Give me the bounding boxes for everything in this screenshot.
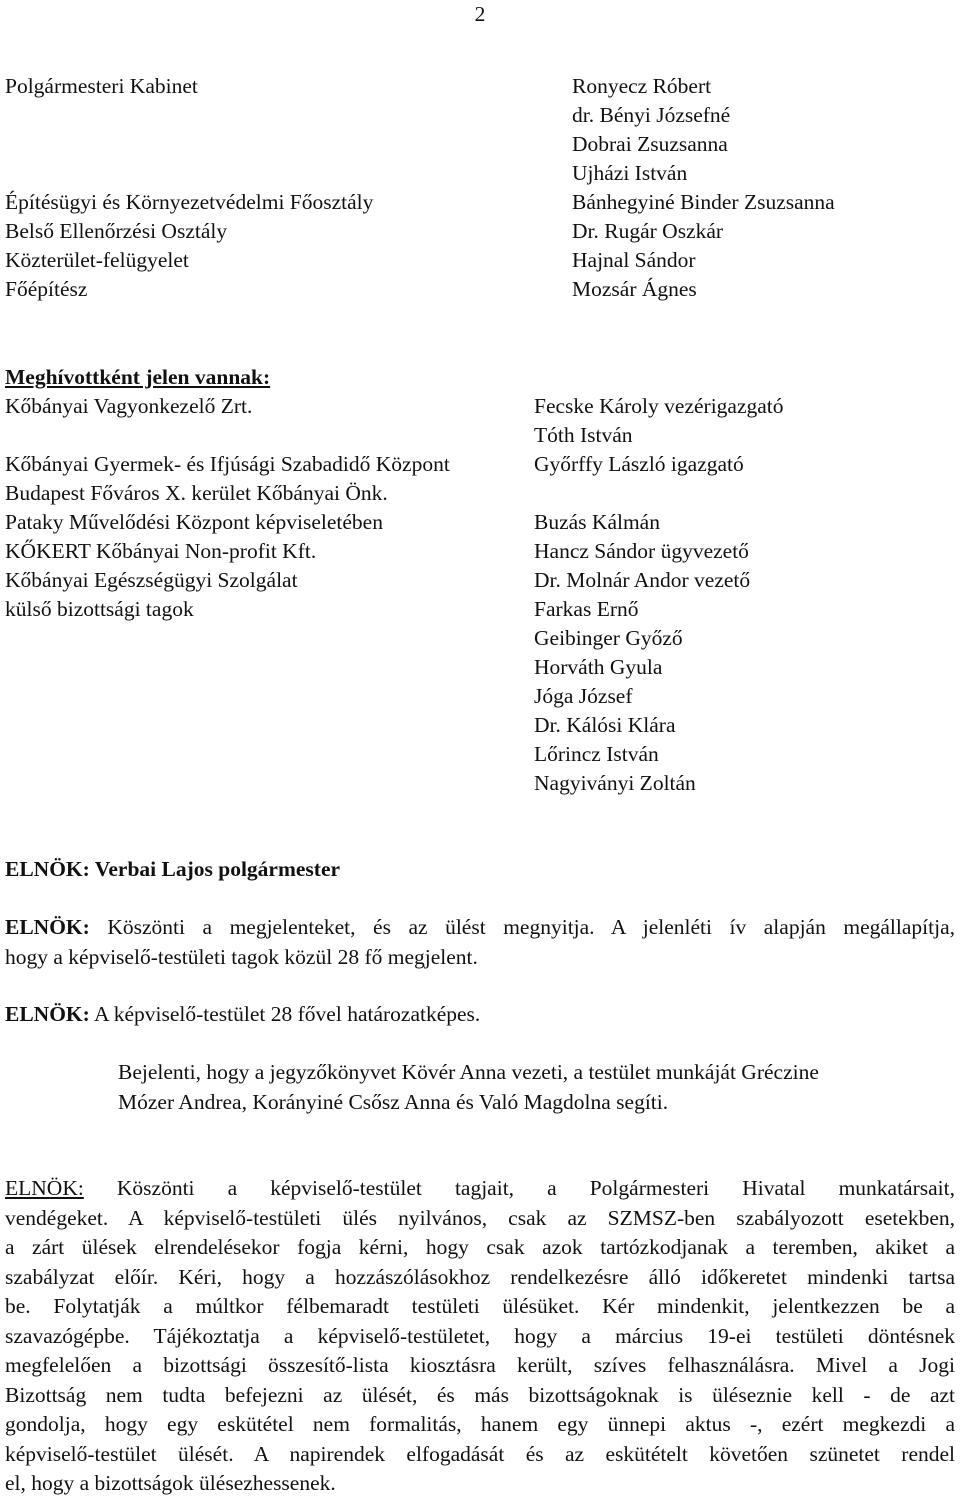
organization-label xyxy=(5,421,450,450)
organization-label: KŐKERT Kőbányai Non-profit Kft. xyxy=(5,539,317,563)
paragraph-line: hogy a képviselő-testületi tagok közül 28 fő megjelent. xyxy=(5,944,478,969)
speaker-label: ELNÖK: xyxy=(5,1002,90,1026)
paragraph-line: vendégeket. A képviselő-testületi ülés nyilvános, csak az SZMSZ-ben szabályozott esetekben, xyxy=(5,1205,955,1230)
staff-name: Bánhegyiné Binder Zsuzsanna xyxy=(572,190,835,214)
organization-label: Budapest Főváros X. kerület Kőbányai Önk. xyxy=(5,481,388,505)
invited-name: Buzás Kálmán xyxy=(534,510,660,534)
department-label: Polgármesteri Kabinet xyxy=(5,74,198,98)
paragraph-line: szabályzat előír. Kéri, hogy a hozzászólásokhoz rendelkezésre álló időkeretet mindenki tartsa xyxy=(5,1264,955,1289)
invited-name: Jóga József xyxy=(534,684,633,708)
paragraph-line: Bejelenti, hogy a jegyzőkönyvet Kövér Anna vezeti, a testület munkáját Gréczine xyxy=(118,1060,819,1084)
invited-name: Tóth István xyxy=(534,423,633,447)
invited-name: Győrffy László igazgató xyxy=(534,452,744,476)
organization-label: Pataky Művelődési Központ képviseletében xyxy=(5,510,383,534)
invited-name: Dr. Kálósi Klára xyxy=(534,713,676,737)
paragraph-line: gondolja, hogy egy eskütétel nem formalitás, hanem egy ünnepi aktus -, ezért megkezdi a xyxy=(5,1412,955,1436)
paragraph-line: a zárt ülések elrendelésekor fogja kérni, hogy csak azok tartózkodjanak a teremben, akiket a xyxy=(5,1235,955,1259)
invited-name: Lőrincz István xyxy=(534,742,659,766)
invited-name: Nagyiványi Zoltán xyxy=(534,771,696,795)
paragraph-line: szavazógépbe. Tájékoztatja a képviselő-testületet, hogy a március 19-ei testületi döntésnek xyxy=(5,1323,955,1348)
invited-name xyxy=(534,479,784,508)
organization-label: Kőbányai Egészségügyi Szolgálat xyxy=(5,568,298,592)
organization-label: Kőbányai Vagyonkezelő Zrt. xyxy=(5,394,253,418)
paragraph-line: ELNÖK: A képviselő-testület 28 fővel határozatképes. xyxy=(5,1002,481,1026)
department-label xyxy=(5,159,373,188)
page-number: 2 xyxy=(474,2,486,26)
quorum-paragraph xyxy=(5,1000,955,1030)
department-label: Belső Ellenőrzési Osztály xyxy=(5,219,228,243)
welcome-paragraph xyxy=(5,1174,955,1499)
staff-name: Ujházi István xyxy=(572,161,688,185)
invited-name: Fecske Károly vezérigazgató xyxy=(534,394,784,418)
opening-paragraph xyxy=(5,913,955,972)
staff-name: Ronyecz Róbert xyxy=(572,74,712,98)
invited-name: Farkas Ernő xyxy=(534,597,639,621)
invited-name: Hancz Sándor ügyvezető xyxy=(534,539,749,563)
staff-name: Mozsár Ágnes xyxy=(572,277,697,301)
department-label: Építésügyi és Környezetvédelmi Főosztály xyxy=(5,190,374,214)
invited-names xyxy=(534,392,784,798)
department-label: Főépítész xyxy=(5,277,88,301)
department-label xyxy=(5,101,373,130)
paragraph-line: be. Folytatják a múltkor félbemaradt testületi ülésüket. Kér mindenkit, jelentkezzen be a xyxy=(5,1294,955,1318)
minutes-paragraph xyxy=(118,1058,956,1117)
staff-departments xyxy=(5,72,373,304)
chair-line: ELNÖK: Verbai Lajos polgármester xyxy=(5,857,341,881)
invited-name: Geibinger Győző xyxy=(534,626,683,650)
paragraph-line: megfelelően a bizottsági összesítő-lista kiosztásra került, szíves felhasználásra. Mivel a Jogi xyxy=(5,1353,955,1377)
organization-label: Kőbányai Gyermek- és Ifjúsági Szabadidő Központ xyxy=(5,452,450,476)
paragraph-line: el, hogy a bizottságok ülésezhessenek. xyxy=(5,1471,336,1495)
staff-name: Dr. Rugár Oszkár xyxy=(572,219,724,243)
paragraph-line: ELNÖK: Köszönti a megjelenteket, és az ülést megnyitja. A jelenléti ív alapján megállapítja, xyxy=(5,915,955,939)
staff-name: Hajnal Sándor xyxy=(572,248,696,272)
organization-label: külső bizottsági tagok xyxy=(5,597,194,621)
staff-name: dr. Bényi Józsefné xyxy=(572,103,731,127)
speaker-label: ELNÖK: xyxy=(5,915,90,939)
invited-organizations xyxy=(5,392,450,624)
staff-names xyxy=(572,72,835,304)
department-label xyxy=(5,130,373,159)
paragraph-line: Bizottság nem tudta befejezni az ülését, és más bizottságoknak is ülésezniе kell - de azt xyxy=(5,1382,955,1407)
invited-heading: Meghívottként jelen vannak: xyxy=(5,365,271,389)
paragraph-line: Mózer Andrea, Korányiné Csősz Anna és Való Magdolna segíti. xyxy=(118,1089,669,1114)
paragraph-line: ELNÖK: Köszönti a képviselő-testület tagjait, a Polgármesteri Hivatal munkatársait, xyxy=(5,1176,955,1200)
speaker-label: ELNÖK: xyxy=(5,1176,84,1200)
invited-name: Horváth Gyula xyxy=(534,655,663,679)
staff-name: Dobrai Zsuzsanna xyxy=(572,132,728,156)
department-label: Közterület-felügyelet xyxy=(5,248,189,272)
paragraph-line: képviselő-testület ülését. A napirendek elfogadását és az eskütételt követően szünetet rendel xyxy=(5,1441,955,1466)
invited-name: Dr. Molnár Andor vezető xyxy=(534,568,751,592)
